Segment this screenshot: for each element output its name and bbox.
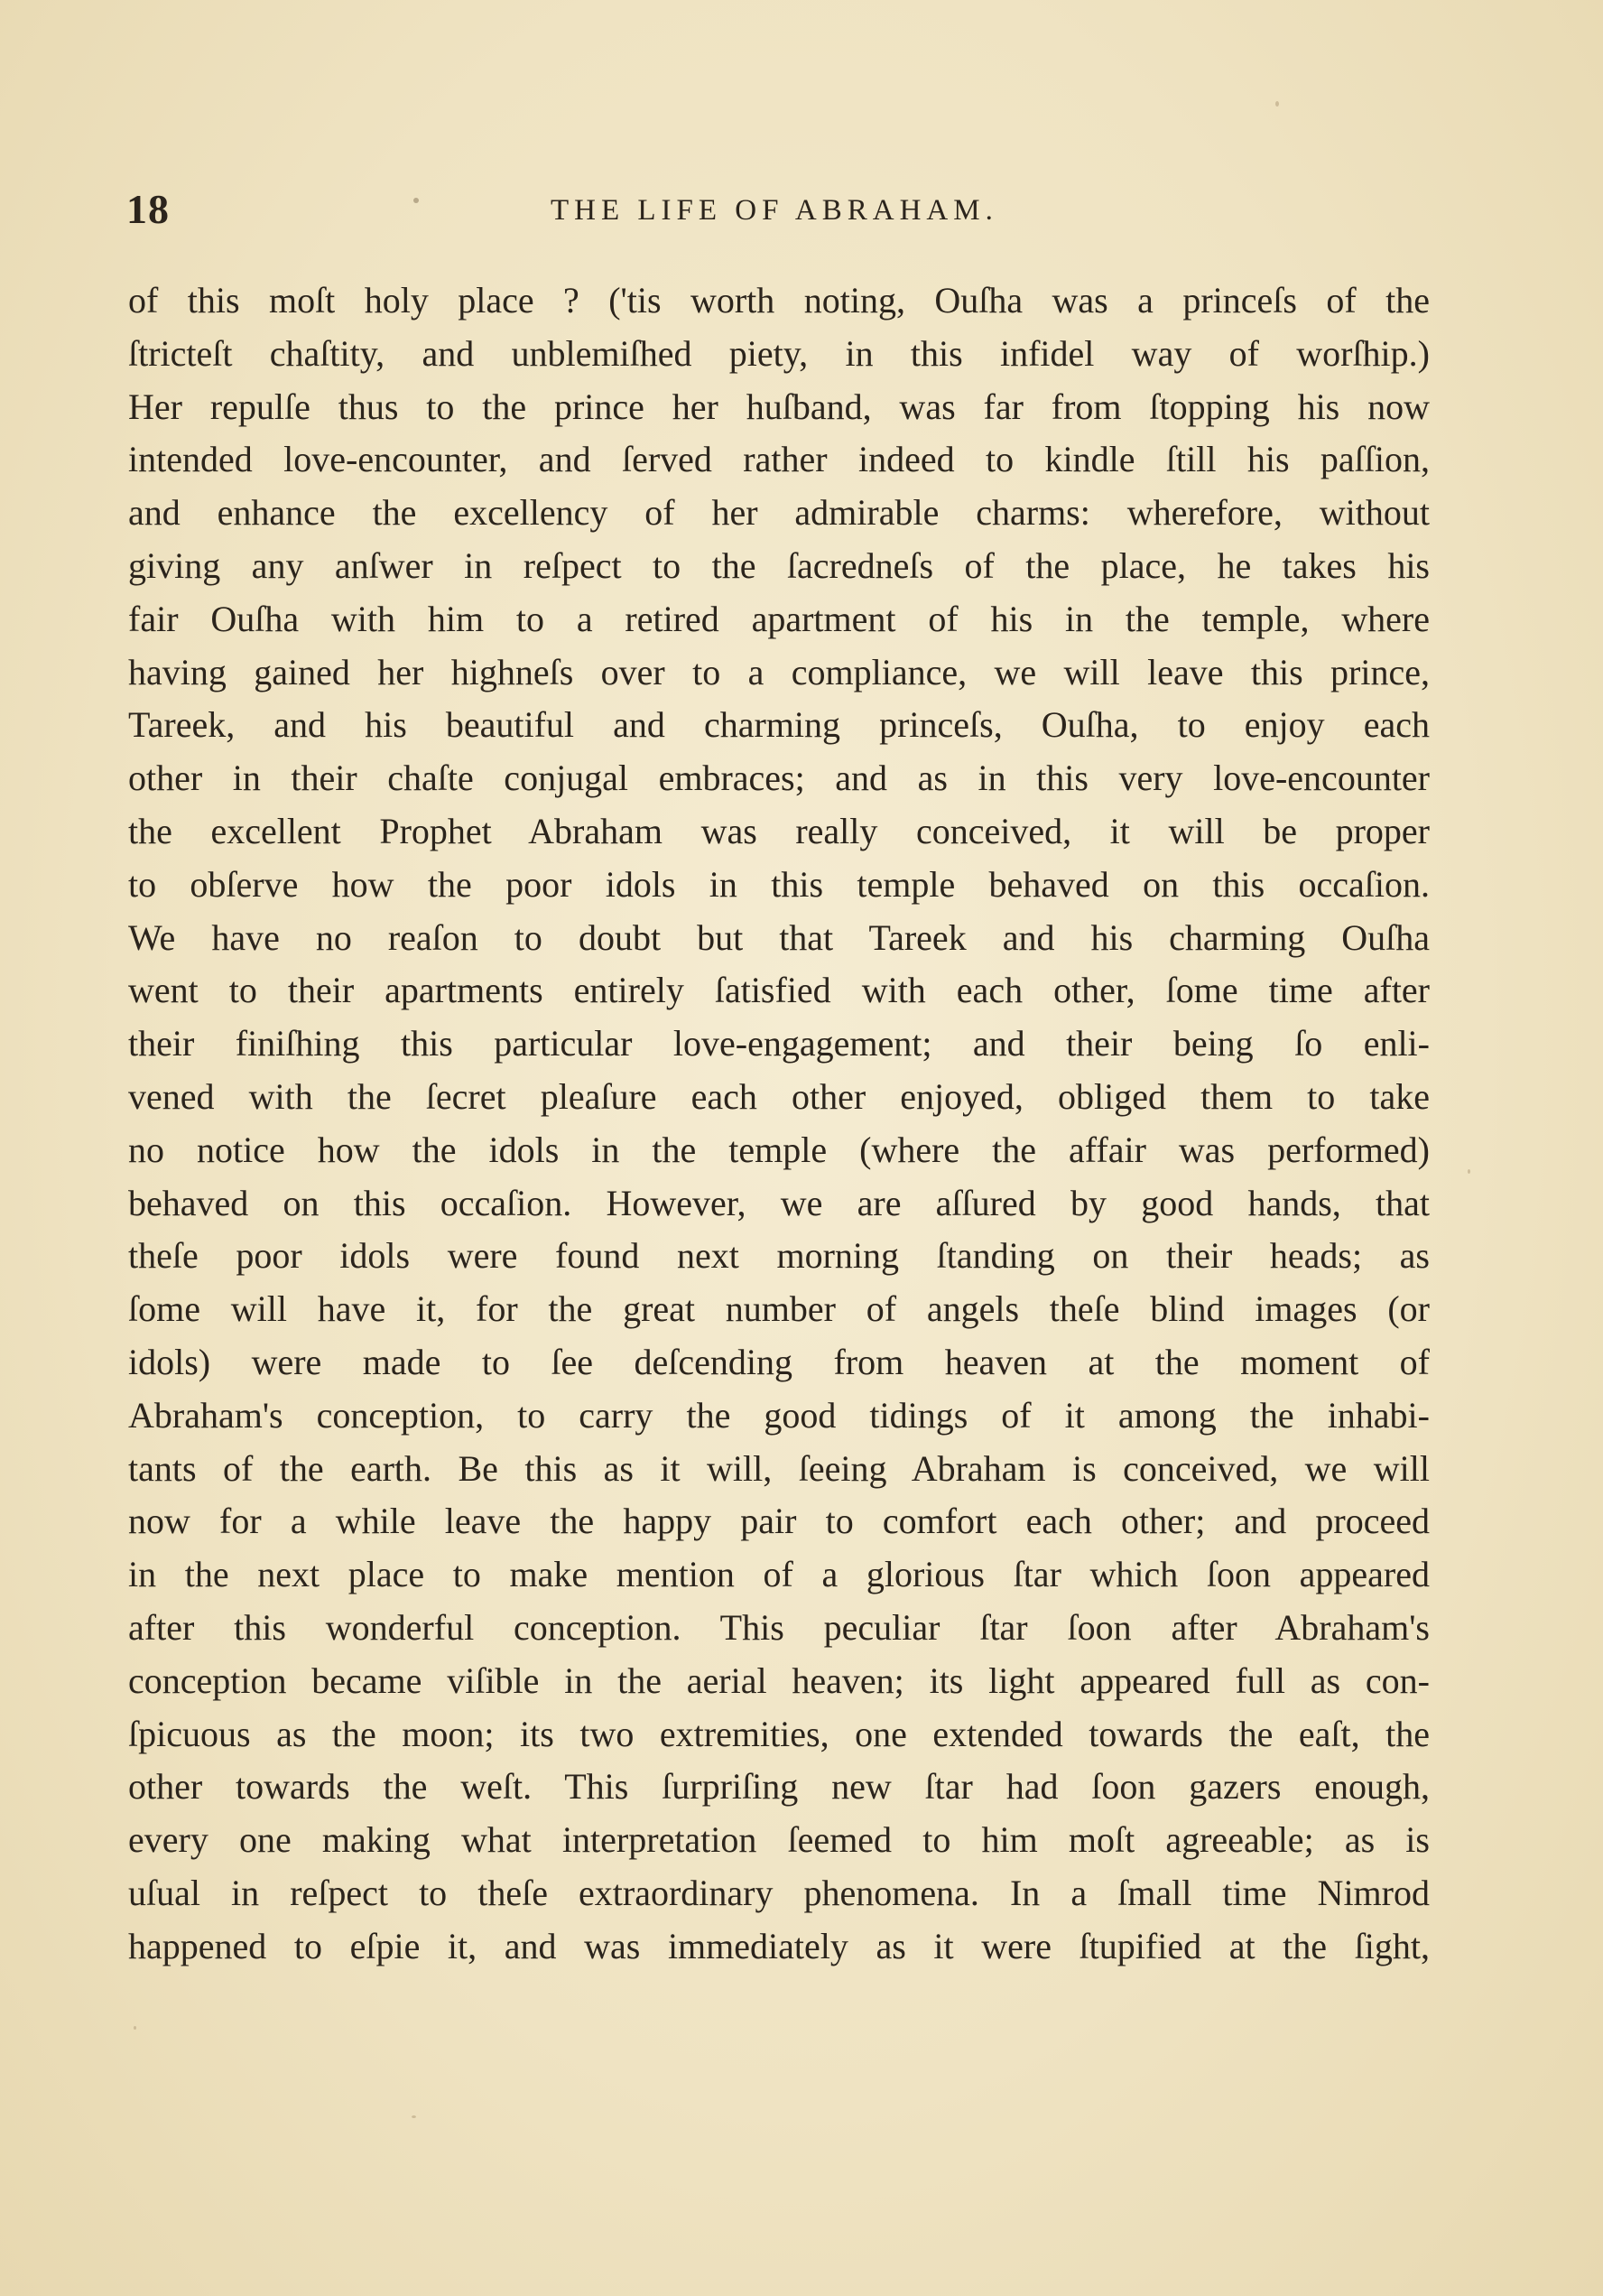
paper-speck — [412, 2115, 416, 2118]
paper-speck — [1275, 101, 1279, 107]
text-line: Tareek, and his beautiful and charming princeſs, Ouſha, to enjoy each — [128, 704, 1430, 746]
text-line: no notice how the idols in the temple (where the affair was performed) — [128, 1129, 1430, 1170]
text-line: intended love-encounter, and ſerved rather indeed to kindle ſtill his paſſion, — [128, 439, 1430, 480]
paper-speck — [1468, 1169, 1470, 1174]
ornament-dot — [413, 198, 419, 203]
text-line: having gained her highneſs over to a compliance, we will leave this prince, — [128, 651, 1430, 693]
text-line: We have no reaſon to doubt but that Tareek and his charming Ouſha — [128, 916, 1430, 958]
text-line: of this moſt holy place ? ('tis worth noting, Ouſha was a princeſs of the — [128, 280, 1430, 321]
text-line: vened with the ſecret pleaſure each other enjoyed, obliged them to take — [128, 1075, 1430, 1117]
text-line: conception became viſible in the aerial heaven; its light appeared full as con- — [128, 1659, 1430, 1701]
text-line: and enhance the excellency of her admirable charms: wherefore, without — [128, 492, 1430, 534]
text-line: Abraham's conception, to carry the good tidings of it among the inhabi- — [128, 1394, 1430, 1436]
paper-speck — [134, 2026, 136, 2030]
text-line: tants of the earth. Be this as it will, ſeeing Abraham is conceived, we will — [128, 1447, 1430, 1489]
text-line: happened to eſpie it, and was immediately as it were ſtupified at the ſight, — [128, 1925, 1430, 1966]
text-line: fair Ouſha with him to a retired apartment of his in the temple, where — [128, 598, 1430, 639]
text-line: went to their apartments entirely ſatisfied with each other, ſome time after — [128, 970, 1430, 1011]
running-head — [126, 185, 1435, 239]
text-line: now for a while leave the happy pair to comfort each other; and proceed — [128, 1501, 1430, 1542]
text-line: the excellent Prophet Abraham was really conceived, it will be proper — [128, 810, 1430, 851]
text-line: to obſerve how the poor idols in this temple behaved on this occaſion. — [128, 863, 1430, 905]
text-line: ſpicuous as the moon; its two extremities, one extended towards the eaſt, the — [128, 1713, 1430, 1754]
text-line: every one making what interpretation ſeemed to him moſt agreeable; as is — [128, 1819, 1430, 1861]
text-line: uſual in reſpect to theſe extraordinary phenomena. In a ſmall time Nimrod — [128, 1872, 1430, 1913]
text-line: theſe poor idols were found next morning ſtanding on their heads; as — [128, 1235, 1430, 1277]
text-line: in the next place to make mention of a glorious ſtar which ſoon appeared — [128, 1554, 1430, 1595]
text-line: other in their chaſte conjugal embraces; and as in this very love-encounter — [128, 758, 1430, 799]
text-line: ſtricteſt chaſtity, and unblemiſhed piety, in this infidel way of worſhip.) — [128, 332, 1430, 374]
text-line: ſome will have it, for the great number of angels theſe blind images (or — [128, 1288, 1430, 1330]
body-text — [128, 274, 1430, 1974]
text-line: giving any anſwer in reſpect to the ſacredneſs of the place, he takes his — [128, 544, 1430, 586]
text-line: Her repulſe thus to the prince her huſband, was far from ſtopping his now — [128, 386, 1430, 427]
text-line: other towards the weſt. This ſurpriſing new ſtar had ſoon gazers enough, — [128, 1766, 1430, 1808]
text-line: their finiſhing this particular love-engagement; and their being ſo enli- — [128, 1023, 1430, 1064]
text-line: idols) were made to ſee deſcending from heaven at the moment of — [128, 1341, 1430, 1382]
text-line: behaved on this occaſion. However, we are aſſured by good hands, that — [128, 1182, 1430, 1223]
page-number: 18 — [126, 186, 170, 232]
running-title: THE LIFE OF ABRAHAM. — [551, 194, 998, 227]
text-line: after this wonderful conception. This peculiar ſtar ſoon after Abraham's — [128, 1606, 1430, 1648]
